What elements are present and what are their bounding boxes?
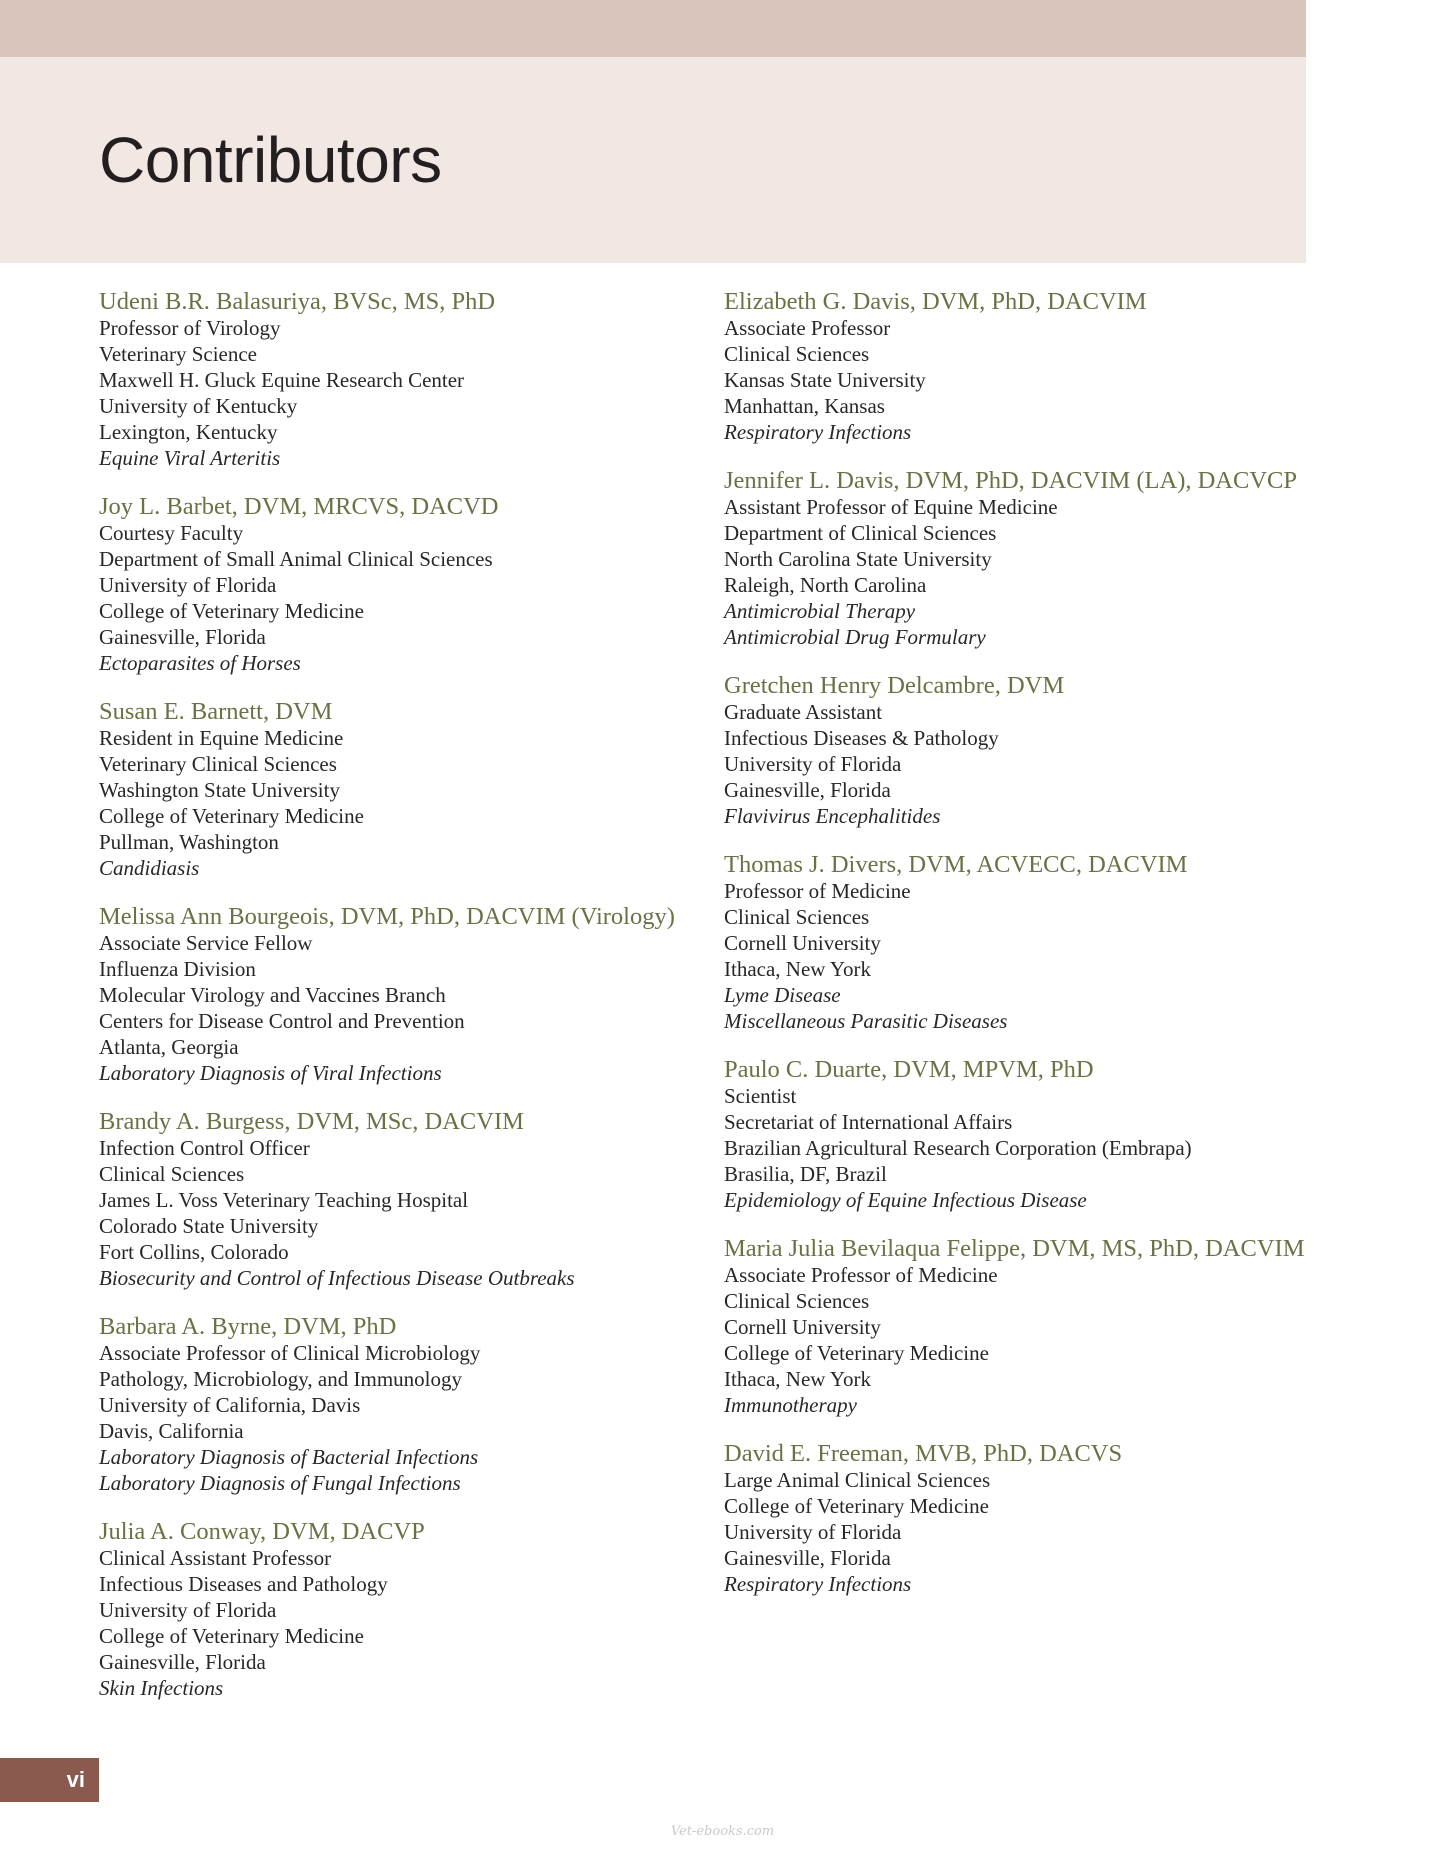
affiliation-line: Maxwell H. Gluck Equine Research Center: [99, 368, 465, 392]
chapter-title: Antimicrobial Drug Formulary: [724, 625, 986, 649]
affiliation-line: Graduate Assistant: [724, 700, 883, 724]
contributor-name: David E. Freeman, MVB, PhD, DACVS: [724, 1440, 1123, 1467]
chapter-title: Laboratory Diagnosis of Fungal Infections: [99, 1471, 461, 1495]
watermark: Vet-ebooks.com: [670, 1824, 775, 1839]
affiliation-line: College of Veterinary Medicine: [99, 599, 364, 623]
contributor-name: Jennifer L. Davis, DVM, PhD, DACVIM (LA), DACVCP: [724, 467, 1297, 494]
affiliation-line: Infection Control Officer: [99, 1136, 310, 1160]
affiliation-line: Associate Professor of Medicine: [724, 1263, 998, 1287]
affiliation-line: Infectious Diseases and Pathology: [99, 1572, 388, 1596]
affiliation-line: Associate Professor of Clinical Microbiology: [99, 1341, 481, 1365]
affiliation-line: Cornell University: [724, 1315, 881, 1339]
contributor-entry: [724, 852, 1324, 1034]
affiliation-line: Brazilian Agricultural Research Corporation (Embrapa): [724, 1136, 1192, 1160]
contributor-entry: [724, 1236, 1324, 1418]
contributor-name: Julia A. Conway, DVM, DACVP: [99, 1518, 425, 1545]
contributor-name: Maria Julia Bevilaqua Felippe, DVM, MS, PhD, DACVIM: [724, 1235, 1305, 1262]
contributor-name: Barbara A. Byrne, DVM, PhD: [99, 1313, 397, 1340]
contributor-name: Brandy A. Burgess, DVM, MSc, DACVIM: [99, 1108, 524, 1135]
affiliation-line: Veterinary Science: [99, 342, 258, 366]
affiliation-line: University of Florida: [724, 752, 902, 776]
affiliation-line: Ithaca, New York: [724, 957, 871, 981]
affiliation-line: Department of Small Animal Clinical Sciences: [99, 547, 493, 571]
affiliation-line: Colorado State University: [99, 1214, 319, 1238]
affiliation-line: Courtesy Faculty: [99, 521, 244, 545]
contributor-entry: [724, 1441, 1324, 1597]
chapter-title: Miscellaneous Parasitic Diseases: [724, 1009, 1008, 1033]
contributor-entry: [99, 904, 719, 1086]
affiliation-line: College of Veterinary Medicine: [99, 1624, 364, 1648]
contributor-entry: [99, 289, 719, 471]
affiliation-line: Influenza Division: [99, 957, 256, 981]
chapter-title: Antimicrobial Therapy: [724, 599, 916, 623]
chapter-title: Laboratory Diagnosis of Viral Infections: [99, 1061, 442, 1085]
affiliation-line: Kansas State University: [724, 368, 926, 392]
affiliation-line: Lexington, Kentucky: [99, 420, 278, 444]
affiliation-line: Professor of Medicine: [724, 879, 911, 903]
affiliation-line: Davis, California: [99, 1419, 244, 1443]
contributors-column-right: [724, 289, 1324, 1620]
affiliation-line: Centers for Disease Control and Prevention: [99, 1009, 465, 1033]
affiliation-line: Assistant Professor of Equine Medicine: [724, 495, 1058, 519]
chapter-title: Candidiasis: [99, 856, 200, 880]
chapter-title: Equine Viral Arteritis: [99, 446, 281, 470]
affiliation-line: Ithaca, New York: [724, 1367, 871, 1391]
contributor-entry: [724, 289, 1324, 445]
contributor-entry: [99, 699, 719, 881]
contributor-name: Udeni B.R. Balasuriya, BVSc, MS, PhD: [99, 288, 496, 315]
affiliation-line: Clinical Sciences: [99, 1162, 245, 1186]
affiliation-line: Brasilia, DF, Brazil: [724, 1162, 887, 1186]
affiliation-line: Clinical Assistant Professor: [99, 1546, 332, 1570]
chapter-title: Respiratory Infections: [724, 420, 912, 444]
affiliation-line: University of Florida: [724, 1520, 902, 1544]
affiliation-line: University of Florida: [99, 1598, 277, 1622]
affiliation-line: University of Kentucky: [99, 394, 298, 418]
contributor-name: Paulo C. Duarte, DVM, MPVM, PhD: [724, 1056, 1094, 1083]
affiliation-line: North Carolina State University: [724, 547, 992, 571]
affiliation-line: College of Veterinary Medicine: [99, 804, 364, 828]
affiliation-line: College of Veterinary Medicine: [724, 1494, 989, 1518]
page-title: Contributors: [99, 124, 442, 196]
affiliation-line: Resident in Equine Medicine: [99, 726, 344, 750]
affiliation-line: Veterinary Clinical Sciences: [99, 752, 337, 776]
chapter-title: Respiratory Infections: [724, 1572, 912, 1596]
affiliation-line: Infectious Diseases & Pathology: [724, 726, 999, 750]
affiliation-line: Department of Clinical Sciences: [724, 521, 997, 545]
chapter-title: Lyme Disease: [724, 983, 841, 1007]
affiliation-line: University of California, Davis: [99, 1393, 361, 1417]
contributor-name: Gretchen Henry Delcambre, DVM: [724, 672, 1065, 699]
affiliation-line: Pullman, Washington: [99, 830, 279, 854]
chapter-title: Biosecurity and Control of Infectious Disease Outbreaks: [99, 1266, 575, 1290]
affiliation-line: Secretariat of International Affairs: [724, 1110, 1013, 1134]
affiliation-line: University of Florida: [99, 573, 277, 597]
affiliation-line: Scientist: [724, 1084, 797, 1108]
affiliation-line: Clinical Sciences: [724, 1289, 870, 1313]
contributors-column-left: [99, 289, 719, 1724]
affiliation-line: Pathology, Microbiology, and Immunology: [99, 1367, 462, 1391]
affiliation-line: College of Veterinary Medicine: [724, 1341, 989, 1365]
affiliation-line: Washington State University: [99, 778, 340, 802]
affiliation-line: Atlanta, Georgia: [99, 1035, 239, 1059]
contributor-entry: [99, 494, 719, 676]
contributor-name: Elizabeth G. Davis, DVM, PhD, DACVIM: [724, 288, 1147, 315]
contributor-entry: [724, 468, 1324, 650]
affiliation-line: Associate Professor: [724, 316, 891, 340]
chapter-title: Skin Infections: [99, 1676, 224, 1700]
affiliation-line: Raleigh, North Carolina: [724, 573, 927, 597]
affiliation-line: Large Animal Clinical Sciences: [724, 1468, 991, 1492]
chapter-title: Epidemiology of Equine Infectious Disease: [724, 1188, 1087, 1212]
chapter-title: Laboratory Diagnosis of Bacterial Infections: [99, 1445, 479, 1469]
contributor-name: Thomas J. Divers, DVM, ACVECC, DACVIM: [724, 851, 1188, 878]
affiliation-line: Manhattan, Kansas: [724, 394, 885, 418]
affiliation-line: Molecular Virology and Vaccines Branch: [99, 983, 446, 1007]
affiliation-line: Fort Collins, Colorado: [99, 1240, 289, 1264]
contributor-name: Susan E. Barnett, DVM: [99, 698, 333, 725]
chapter-title: Ectoparasites of Horses: [99, 651, 301, 675]
contributor-entry: [99, 1314, 719, 1496]
affiliation-line: James L. Voss Veterinary Teaching Hospital: [99, 1188, 469, 1212]
page-number: vi: [0, 1758, 99, 1802]
contributor-entry: [99, 1109, 719, 1291]
chapter-title: Immunotherapy: [724, 1393, 857, 1417]
affiliation-line: Gainesville, Florida: [724, 778, 891, 802]
contributor-entry: [99, 1519, 719, 1701]
chapter-title: Flavivirus Encephalitides: [724, 804, 941, 828]
affiliation-line: Cornell University: [724, 931, 881, 955]
top-color-bar: [0, 0, 1306, 57]
contributor-name: Melissa Ann Bourgeois, DVM, PhD, DACVIM (Virology): [99, 903, 675, 930]
affiliation-line: Gainesville, Florida: [99, 625, 266, 649]
affiliation-line: Professor of Virology: [99, 316, 281, 340]
affiliation-line: Gainesville, Florida: [99, 1650, 266, 1674]
contributor-entry: [724, 673, 1324, 829]
contributor-name: Joy L. Barbet, DVM, MRCVS, DACVD: [99, 493, 499, 520]
affiliation-line: Gainesville, Florida: [724, 1546, 891, 1570]
affiliation-line: Clinical Sciences: [724, 905, 870, 929]
contributor-entry: [724, 1057, 1324, 1213]
affiliation-line: Associate Service Fellow: [99, 931, 313, 955]
affiliation-line: Clinical Sciences: [724, 342, 870, 366]
